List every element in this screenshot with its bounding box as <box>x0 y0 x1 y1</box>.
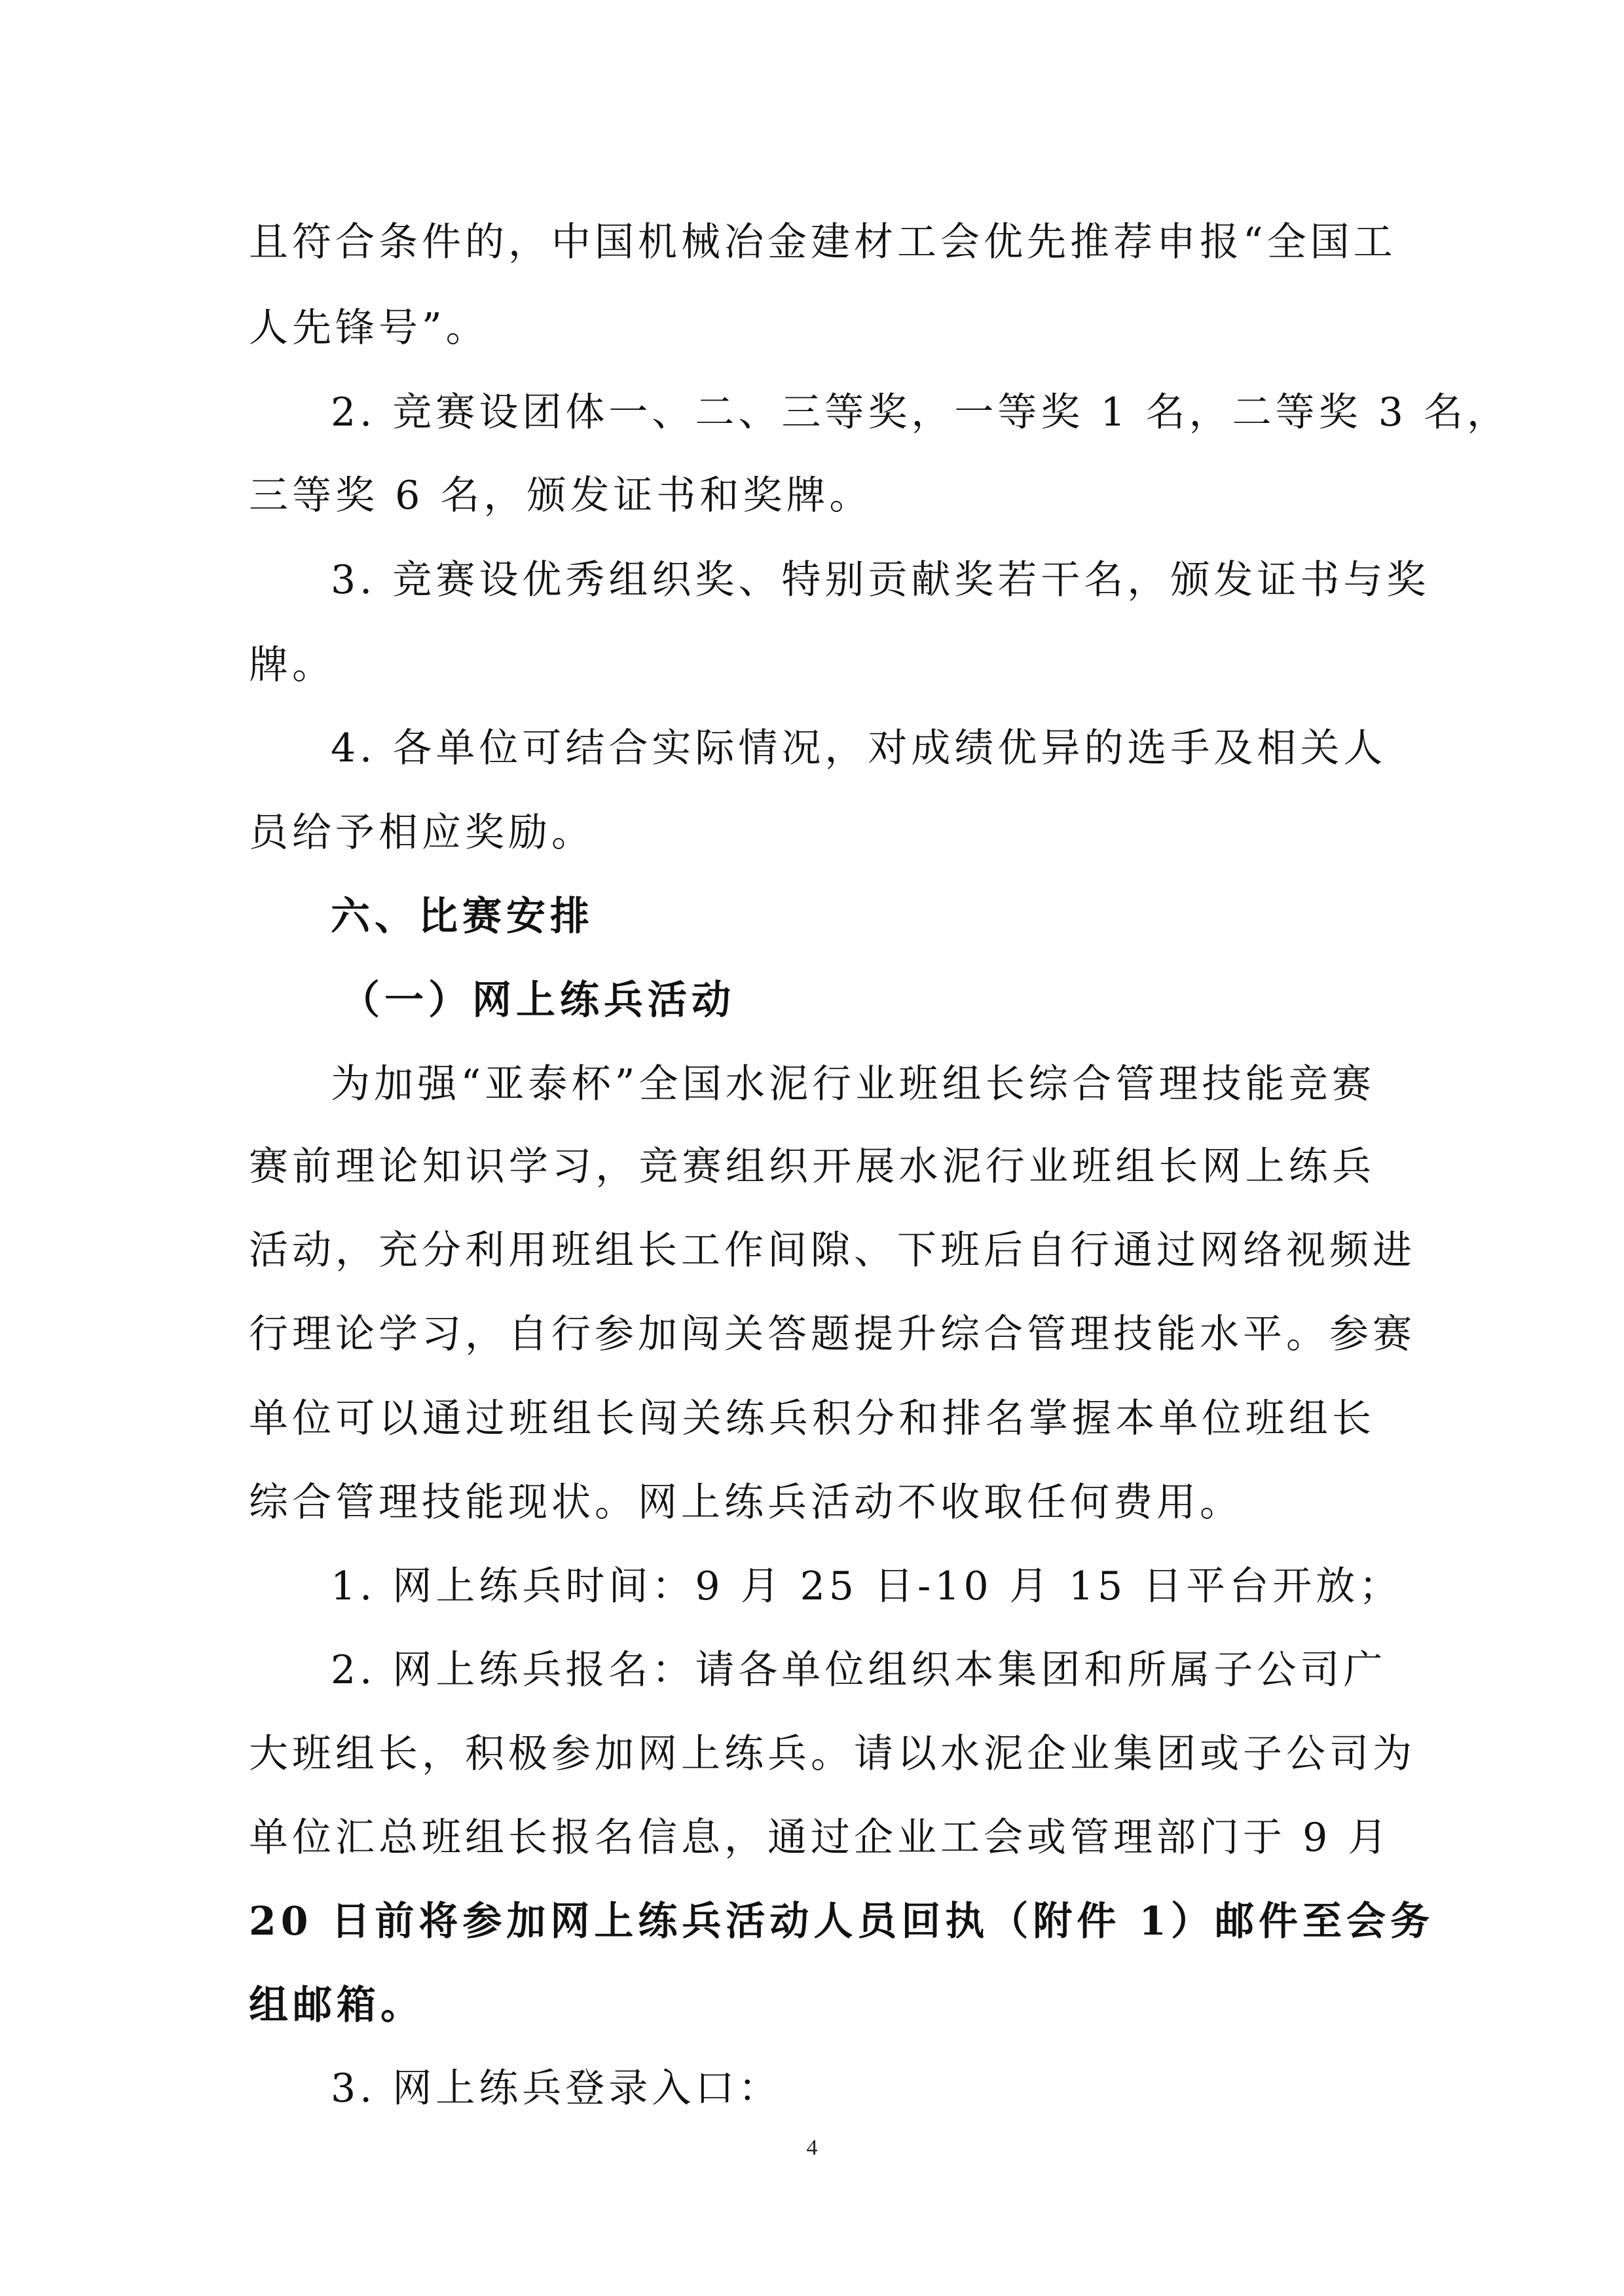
paragraph-line-2: 赛前理论知识学习，竞赛组织开展水泥行业班组长网上练兵 <box>249 1144 1375 1190</box>
registration-item-line-3: 单位汇总班组长报名信息，通过企业工会或管理部门于 9 月 <box>249 1815 1392 1861</box>
registration-item-line-2: 大班组长，积极参加网上练兵。请以水泥企业集团或子公司为 <box>249 1731 1416 1777</box>
award-item-4-line-2: 员给予相应奖励。 <box>249 810 595 856</box>
page-number: 4 <box>806 2136 818 2160</box>
registration-item-line-4: 20 日前将参加网上练兵活动人员回执（附件 1）邮件至会务 <box>249 1899 1435 1944</box>
paragraph-line-3: 活动，充分利用班组长工作间隙、下班后自行通过网络视频进 <box>249 1228 1416 1273</box>
paragraph-line-6: 综合管理技能现状。网上练兵活动不收取任何费用。 <box>249 1480 1243 1525</box>
award-item-3-line-1: 3. 竞赛设优秀组织奖、特别贡献奖若干名，颁发证书与奖 <box>331 557 1430 603</box>
section-heading-6: 六、比赛安排 <box>331 894 594 939</box>
registration-item-line-5: 组邮箱。 <box>249 1982 424 2028</box>
paragraph-line-1: 为加强“亚泰杯”全国水泥行业班组长综合管理技能竞赛 <box>331 1061 1375 1107</box>
body-line-1: 且符合条件的，中国机械冶金建材工会优先推荐申报“全国工 <box>249 219 1397 265</box>
award-item-2-line-2: 三等奖 6 名，颁发证书和奖牌。 <box>249 473 873 519</box>
subsection-heading-1: （一）网上练兵活动 <box>341 977 735 1023</box>
paragraph-line-4: 行理论学习，自行参加闯关答题提升综合管理技能水平。参赛 <box>249 1311 1416 1357</box>
registration-item-line-1: 2. 网上练兵报名：请各单位组织本集团和所属子公司广 <box>331 1647 1387 1693</box>
paragraph-line-5: 单位可以通过班组长闯关练兵积分和排名掌握本单位班组长 <box>249 1396 1375 1442</box>
award-item-3-line-2: 牌。 <box>249 642 335 688</box>
body-line-2: 人先锋号”。 <box>249 305 489 351</box>
practice-time-item: 1. 网上练兵时间：9 月 25 日-10 月 15 日平台开放； <box>331 1563 1403 1609</box>
login-entry-item: 3. 网上练兵登录入口： <box>331 2066 782 2111</box>
award-item-4-line-1: 4. 各单位可结合实际情况，对成绩优异的选手及相关人 <box>331 725 1387 771</box>
award-item-2-line-1: 2. 竞赛设团体一、二、三等奖，一等奖 1 名，二等奖 3 名， <box>331 390 1510 435</box>
